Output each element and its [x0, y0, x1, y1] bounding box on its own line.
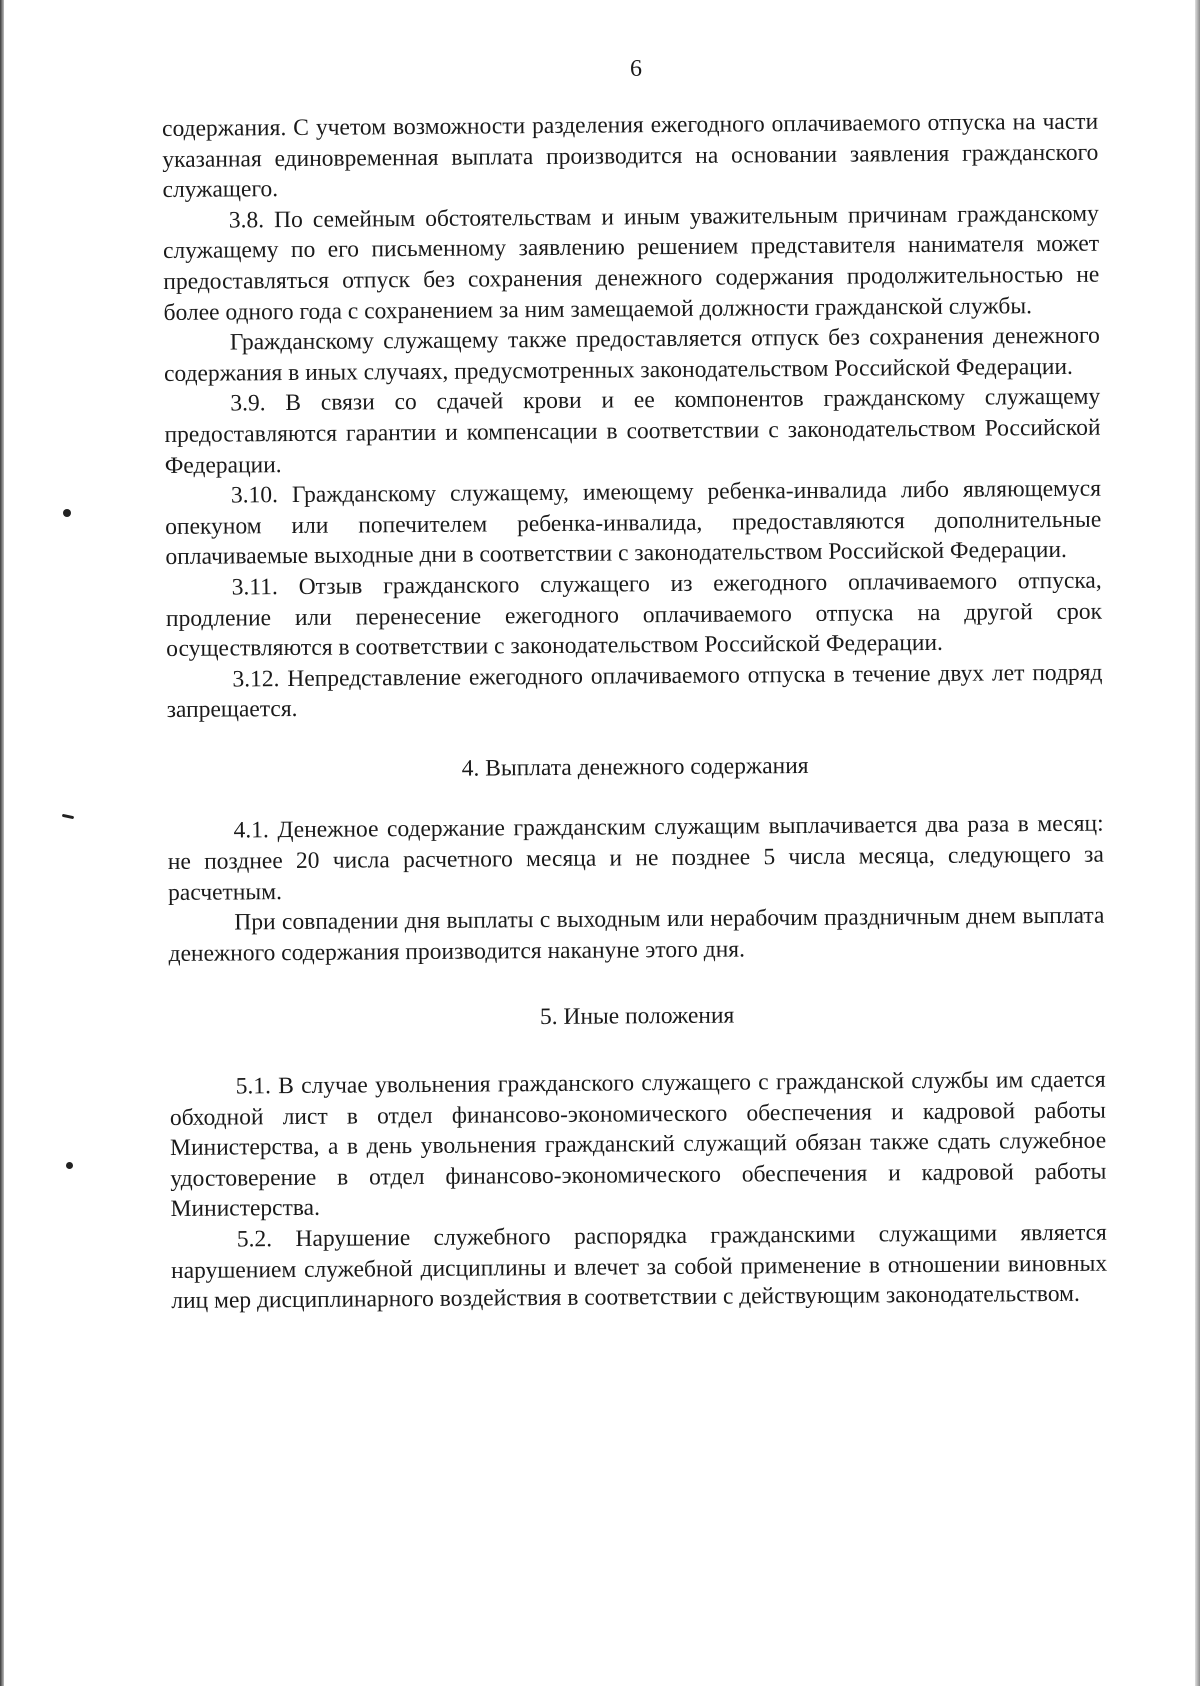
page-number: 6 — [630, 56, 642, 82]
paragraph-4-1: 4.1. Денежное содержание гражданским служащим выплачивается два раза в месяц: не позднее 20 числа расчетного месяца и не позднее 5 числа месяца, следующего за расчетным. — [167, 811, 1104, 906]
scan-dot-mark — [63, 509, 71, 517]
paragraph-3-10: 3.10. Гражданскому служащему, имеющему ребенка-инвалида либо являющемуся опекуном или попечителем ребенка-инвалида, предоставляются дополнительные оплачиваемые выходные дни в соответствии с законодательством Российской Федерации. — [165, 475, 1102, 571]
scan-dash-mark — [62, 814, 74, 819]
paragraph-continuation: содержания. С учетом возможности разделения ежегодного оплачиваемого отпуска на части указанная единовременная выплата производится на основании заявления гражданского служащего. — [162, 108, 1099, 204]
section-5-heading: 5. Иные положения — [539, 1002, 735, 1031]
document-body — [162, 107, 1107, 1317]
paragraph-4-1-additional: При совпадении дня выплаты с выходным или нерабочим праздничным днем выплата денежного содержания производится накануне этого дня. — [168, 902, 1105, 967]
scan-edge-right — [1195, 0, 1200, 1686]
scan-dot-mark — [66, 1162, 73, 1169]
paragraph-3-9: 3.9. В связи со сдачей крови и ее компонентов гражданскому служащему предоставляются гарантии и компенсации в соответствии с законодательством Российской Федерации. — [164, 383, 1101, 479]
paragraph-3-12: 3.12. Непредставление ежегодного оплачиваемого отпуска в течение двух лет подряд запрещается. — [166, 659, 1103, 724]
paragraph-3-8: 3.8. По семейным обстоятельствам и иным уважительным причинам гражданскому служащему по его письменному заявлению решением представителя нанимателя может предоставляться отпуск без сохранения денежного содержания продолжительностью не более одного года с сохранением за ним замещаемой должности гражданской службы. — [162, 200, 1100, 326]
paragraph-5-1: 5.1. В случае увольнения гражданского служащего с гражданской службы им сдается обходной лист в отдел финансово-экономического обеспечения и кадровой работы Министерства, а в день увольнения гражданский служащий обязан также сдать служебное удостоверение в отдел финансово-экономического обеспечения и кадровой работы Министерства. — [169, 1066, 1107, 1223]
paragraph-5-2: 5.2. Нарушение служебного распорядка гражданскими служащими является нарушением служебной дисциплины и влечет за собой применение в отношении виновных лиц мер дисциплинарного воздействия в соответствии с действующим законодательством. — [170, 1219, 1108, 1315]
paragraph-3-11: 3.11. Отзыв гражданского служащего из ежегодного оплачиваемого отпуска, продление или перенесение ежегодного оплачиваемого отпуска на другой срок осуществляются в соответствии с законодательством Российской Федерации. — [165, 567, 1103, 663]
paragraph-3-8-additional: Гражданскому служащему также предоставляется отпуск без сохранения денежного содержания в иных случаях, предусмотренных законодательством Российской Федерации. — [163, 322, 1100, 387]
section-4-heading: 4. Выплата денежного содержания — [461, 752, 809, 782]
scan-edge-left — [0, 0, 4, 1686]
